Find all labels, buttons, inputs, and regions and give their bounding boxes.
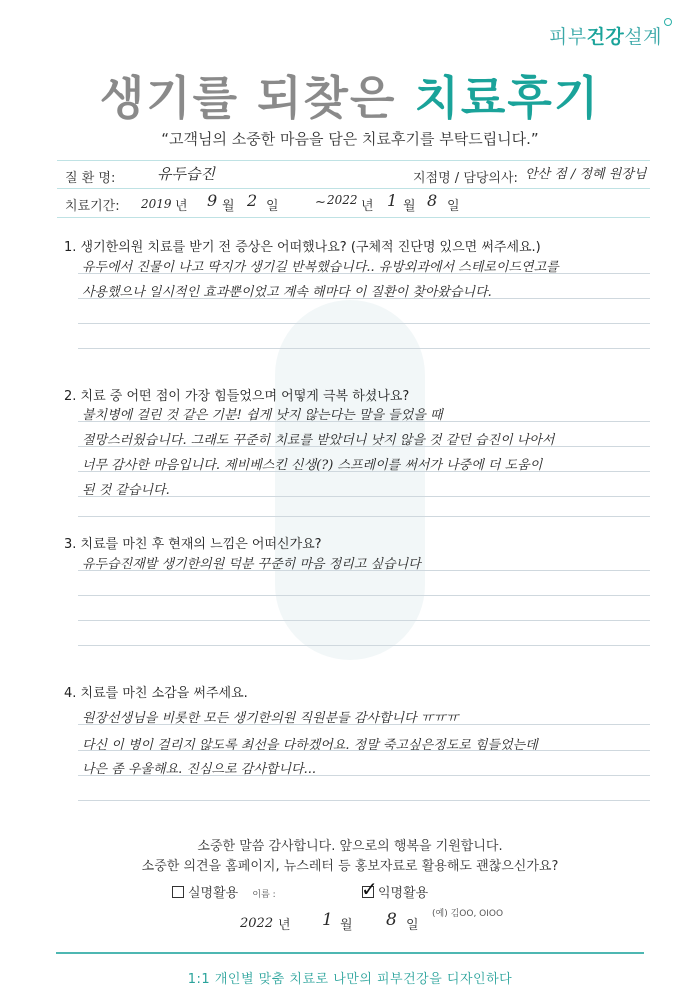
disease-value: 유두습진	[157, 165, 215, 183]
info-row-disease	[57, 160, 650, 189]
answer-line	[78, 595, 650, 596]
date-year-unit: 년	[278, 918, 291, 933]
brand-bold: 건강	[586, 26, 625, 48]
end-year: 2022	[327, 193, 358, 207]
end-year-unit: 년	[361, 199, 374, 214]
answer-line	[78, 516, 650, 517]
brand-prefix: 피부	[548, 26, 587, 48]
anonymous-checkbox[interactable]	[361, 877, 378, 901]
answer-line	[78, 645, 650, 646]
answer-1-line-1: 유두에서 진물이 나고 딱지가 생기길 반복했습니다.. 유방외과에서 스테로이드연고를	[82, 260, 559, 275]
title-teal: 치료후기	[414, 71, 601, 125]
end-day-unit: 일	[447, 199, 460, 214]
footer-consent-question: 소중한 의견을 홈페이지, 뉴스레터 등 홍보자료로 활용해도 괜찮으신가요?	[141, 859, 559, 874]
disease-label: 질 환 명:	[65, 171, 116, 186]
question-1: 1. 생기한의원 치료를 받기 전 증상은 어떠했나요? (구체적 진단명 있으면 써주세요.)	[64, 240, 541, 255]
check-mark-icon: ✓	[361, 877, 378, 901]
period-label: 치료기간:	[65, 199, 120, 214]
end-month: 1	[387, 191, 398, 210]
answer-2-line-3: 너무 감사한 마음입니다. 제비베스킨 신생(?) 스프레이를 써서가 나중에 더 도움이	[82, 458, 543, 473]
question-3: 3. 치료를 마친 후 현재의 느낌은 어떠신가요?	[64, 537, 322, 552]
branch-label: 지점명 / 담당의사:	[413, 171, 518, 186]
answer-line	[78, 724, 650, 725]
anonymous-label: 익명활용	[378, 886, 429, 901]
date-year: 2022	[240, 916, 274, 931]
date-month: 1	[322, 910, 333, 930]
end-month-unit: 월	[403, 199, 416, 214]
question-2: 2. 치료 중 어떤 점이 가장 힘들었으며 어떻게 극복 하셨나요?	[64, 389, 410, 404]
anonymous-option[interactable]	[361, 877, 429, 901]
name-label: 이름 :	[252, 890, 276, 900]
title-gray: 생기를 되찾은	[99, 71, 415, 125]
answer-line	[78, 775, 650, 776]
answer-4-line-3: 나은 좀 우울해요. 진심으로 감사합니다...	[82, 762, 316, 777]
answer-2-line-1: 불치병에 걸린 것 같은 기분! 쉽게 낫지 않는다는 말을 들었을 때	[82, 408, 443, 423]
answer-4-line-1: 원장선생님을 비롯한 모든 생기한의원 직원분들 감사합니다 ㅠㅠㅠ	[82, 711, 459, 726]
start-day-unit: 일	[266, 199, 279, 214]
footer-divider	[56, 952, 644, 954]
answer-2-line-4: 된 것 같습니다.	[82, 483, 170, 498]
page-title	[0, 62, 700, 128]
date-day: 8	[386, 910, 397, 930]
answer-line	[78, 620, 650, 621]
info-row-period	[57, 188, 650, 218]
answer-line	[78, 800, 650, 801]
name-example: (예) 김OO, OIOO	[432, 909, 504, 919]
page-subtitle: “고객님의 소중한 마음을 담은 치료후기를 부탁드립니다.”	[161, 130, 539, 148]
watermark-logo	[275, 300, 425, 660]
start-year: 2019	[141, 197, 172, 211]
answer-line	[78, 421, 650, 422]
brand-suffix: 설계	[624, 26, 662, 48]
answer-line	[78, 471, 650, 472]
answer-line	[78, 298, 650, 299]
footer-slogan: 1:1 개인별 맞춤 치료로 나만의 피부건강을 디자인하다	[187, 972, 513, 987]
brand-logo	[549, 22, 662, 49]
answer-4-line-2: 다신 이 병이 걸리지 않도록 최선을 다하겠어요. 정말 죽고싶은정도로 힘들었는데	[82, 738, 538, 753]
date-month-unit: 월	[340, 918, 353, 933]
answer-line	[78, 446, 650, 447]
answer-line	[78, 496, 650, 497]
end-day: 8	[427, 191, 438, 210]
answer-line	[78, 750, 650, 751]
footer-thanks: 소중한 말씀 감사합니다. 앞으로의 행복을 기원합니다.	[197, 839, 503, 854]
question-4: 4. 치료를 마친 소감을 써주세요.	[64, 686, 248, 701]
start-year-unit: 년	[175, 199, 188, 214]
answer-3-line-1: 유두습진재발 생기한의원 덕분 꾸준히 마음 정리고 싶습니다	[82, 557, 421, 572]
answer-line	[78, 273, 650, 274]
date-day-unit: 일	[406, 918, 419, 933]
answer-1-line-2: 사용했으나 일시적인 효과뿐이었고 계속 해마다 이 질환이 찾아왔습니다.	[82, 285, 492, 300]
real-name-checkbox[interactable]	[172, 886, 184, 898]
brand-dot-icon	[664, 18, 672, 26]
answer-line	[78, 348, 650, 349]
real-name-option[interactable]	[172, 882, 276, 901]
start-day: 2	[247, 191, 258, 210]
answer-2-line-2: 절망스러웠습니다. 그래도 꾸준히 치료를 받았더니 낫지 않을 것 같던 습진이 나아서	[82, 433, 555, 448]
start-month: 9	[207, 191, 218, 210]
real-name-label: 실명활용	[188, 886, 239, 901]
branch-value: 안산 점 / 정혜 원장님	[525, 167, 647, 182]
period-tilde: ~	[315, 195, 326, 210]
answer-line	[78, 570, 650, 571]
answer-line	[78, 323, 650, 324]
start-month-unit: 월	[222, 199, 235, 214]
